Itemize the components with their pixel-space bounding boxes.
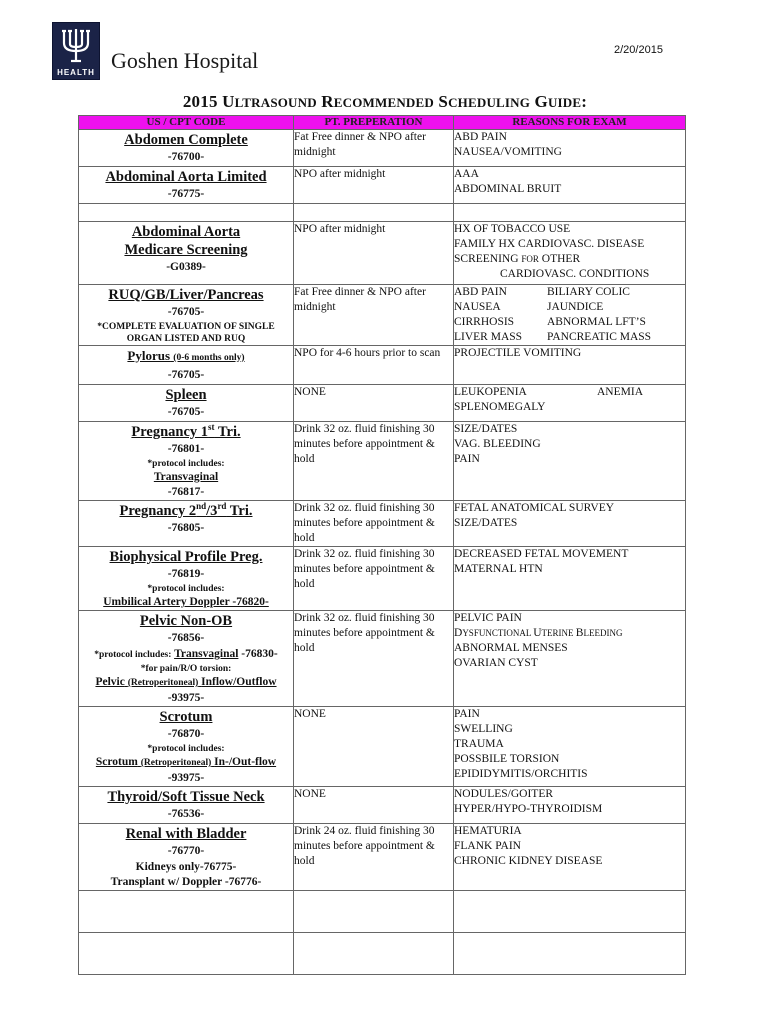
reason-item: SWELLING	[454, 723, 513, 735]
cpt-code: -76536-	[167, 808, 205, 820]
cpt-code: -76705-	[167, 369, 205, 381]
reason-item: FLANK PAIN	[454, 840, 521, 852]
reason-item: OVARIAN CYST	[454, 657, 538, 669]
reasons-cell	[454, 422, 686, 501]
reason-item: HX OF TOBACCO USE	[454, 223, 571, 235]
reason-item: SIZE/DATES	[454, 423, 518, 435]
reason-item: HEMATURIA	[454, 825, 522, 837]
reasons-cell	[454, 611, 686, 707]
prep-cell: NPO for 4-6 hours prior to scan	[294, 346, 454, 385]
table-row	[79, 385, 686, 422]
exam-name: Spleen	[165, 387, 207, 403]
reason-pair: NAUSEA JAUNDICE	[454, 301, 604, 313]
sub-exam: Scrotum (Retroperitoneal) In-/Out-flow	[95, 756, 277, 768]
empty-row	[79, 204, 686, 222]
reason-item: AAA	[454, 168, 479, 180]
empty-row	[79, 933, 686, 975]
code-cell	[79, 501, 294, 547]
cpt-code: -76801-	[167, 443, 205, 455]
exam-name: Abdominal Aorta Limited	[105, 169, 267, 185]
reason-item: VAG. BLEEDING	[454, 438, 541, 450]
cpt-code: -76705-	[167, 306, 205, 318]
exam-name: Pelvic Non-OB	[139, 613, 233, 629]
reason-item: SPLENOMEGALY	[454, 401, 546, 413]
prep-cell: Drink 32 oz. fluid finishing 30 minutes before appointment & hold	[294, 547, 454, 611]
reason-item: PAIN	[454, 708, 480, 720]
prep-cell: NPO after midnight	[294, 167, 454, 204]
cpt-code: -76870-	[167, 728, 205, 740]
reasons-cell	[454, 501, 686, 547]
hospital-name: Goshen Hospital	[111, 48, 259, 73]
sub-exam: Pelvic (Retroperitoneal) Inflow/Outflow	[95, 676, 277, 688]
exam-name: Abdominal Aorta	[131, 224, 241, 240]
code-cell	[79, 167, 294, 204]
reason-item: EPIDIDYMITIS/ORCHITIS	[454, 768, 588, 780]
prep-cell: Fat Free dinner & NPO after midnight	[294, 130, 454, 167]
reason-pair: CIRRHOSIS ABNORMAL LFT’S	[454, 316, 646, 328]
table-row	[79, 611, 686, 707]
sub-cpt-code: -93975-	[167, 692, 205, 704]
prep-cell: Drink 32 oz. fluid finishing 30 minutes before appointment & hold	[294, 611, 454, 707]
code-cell	[79, 824, 294, 891]
reason-item: CHRONIC KIDNEY DISEASE	[454, 855, 603, 867]
reason-item: PROJECTILE VOMITING	[454, 347, 582, 359]
prep-cell: NONE	[294, 707, 454, 787]
reason-item: MATERNAL HTN	[454, 563, 543, 575]
reason-pair: LEUKOPENIA ANEMIA	[454, 386, 643, 398]
table-row	[79, 707, 686, 787]
protocol-note: *protocol includes:	[147, 459, 225, 469]
exam-name: Pregnancy 2nd/3rd Tri.	[119, 501, 253, 519]
reason-item: CARDIOVASC. CONDITIONS	[500, 268, 650, 280]
reasons-cell	[454, 707, 686, 787]
reasons-cell	[454, 130, 686, 167]
reason-item: DECREASED FETAL MOVEMENT	[454, 548, 629, 560]
table-header-row	[79, 116, 686, 130]
code-cell	[79, 707, 294, 787]
cpt-code: -76805-	[167, 522, 205, 534]
code-cell	[79, 130, 294, 167]
protocol-line: *protocol includes: Transvaginal -76830-	[94, 648, 278, 660]
cpt-code: -76775-	[167, 188, 205, 200]
trident-icon	[61, 27, 91, 65]
reason-item: PELVIC PAIN	[454, 612, 522, 624]
exam-name: Biophysical Profile Preg.	[109, 549, 263, 565]
column-header-code: US / CPT CODE	[79, 116, 294, 130]
reason-item: SIZE/DATES	[454, 517, 518, 529]
sub-exam: Transvaginal	[153, 471, 219, 483]
code-cell	[79, 346, 294, 385]
cpt-code: -76856-	[167, 632, 205, 644]
reason-pair: ABD PAIN BILIARY COLIC	[454, 286, 630, 298]
document-date: 2/20/2015	[614, 44, 663, 56]
reasons-cell	[454, 385, 686, 422]
prep-cell: Drink 32 oz. fluid finishing 30 minutes before appointment & hold	[294, 422, 454, 501]
reasons-cell	[454, 824, 686, 891]
reason-item: NAUSEA/VOMITING	[454, 146, 562, 158]
code-cell	[79, 222, 294, 285]
sub-exam: Kidneys only-76775-	[135, 861, 237, 873]
protocol-note: *protocol includes:	[147, 584, 225, 594]
reason-item: HYPER/HYPO-THYROIDISM	[454, 803, 603, 815]
scheduling-table	[78, 115, 686, 975]
column-header-reasons: REASONS FOR EXAM	[454, 116, 686, 130]
exam-name: Renal with Bladder	[125, 826, 247, 842]
reason-item: ABDOMINAL BRUIT	[454, 183, 562, 195]
cpt-code: -76770-	[167, 845, 205, 857]
prep-cell: NONE	[294, 385, 454, 422]
reasons-cell	[454, 167, 686, 204]
sub-exam: Transplant w/ Doppler -76776-	[110, 876, 262, 888]
empty-row	[79, 891, 686, 933]
prep-cell: NPO after midnight	[294, 222, 454, 285]
reasons-cell	[454, 222, 686, 285]
code-cell	[79, 547, 294, 611]
reason-pair: LIVER MASS PANCREATIC MASS	[454, 331, 652, 343]
iu-health-logo	[52, 22, 100, 80]
protocol-note: *for pain/R/O torsion:	[140, 664, 232, 674]
reason-item: NODULES/GOITER	[454, 788, 554, 800]
table-row	[79, 547, 686, 611]
column-header-prep: PT. PREPERATION	[294, 116, 454, 130]
cpt-code: -76700-	[167, 151, 205, 163]
reason-item: SCREENING FOR OTHER	[454, 253, 581, 265]
prep-cell: Fat Free dinner & NPO after midnight	[294, 285, 454, 346]
table-row	[79, 824, 686, 891]
reason-item: POSSBILE TORSION	[454, 753, 560, 765]
code-cell	[79, 422, 294, 501]
table-row	[79, 222, 686, 285]
exam-name: RUQ/GB/Liver/Pancreas	[108, 287, 264, 303]
protocol-note: *COMPLETE EVALUATION OF SINGLE	[97, 322, 275, 332]
reason-item: TRAUMA	[454, 738, 504, 750]
table-row	[79, 422, 686, 501]
reason-item: FETAL ANATOMICAL SURVEY	[454, 502, 615, 514]
exam-name: Abdomen Complete	[124, 132, 248, 148]
protocol-note: ORGAN LISTED AND RUQ	[126, 334, 246, 344]
cpt-code: -76819-	[167, 568, 205, 580]
reason-item: FAMILY HX CARDIOVASC. DISEASE	[454, 238, 645, 250]
table-row	[79, 787, 686, 824]
sub-cpt-code: -93975-	[167, 772, 205, 784]
prep-cell: NONE	[294, 787, 454, 824]
table-row	[79, 285, 686, 346]
table-row	[79, 167, 686, 204]
reason-item: ABD PAIN	[454, 131, 507, 143]
code-cell	[79, 787, 294, 824]
sub-cpt-code: -76817-	[167, 486, 205, 498]
exam-name: Thyroid/Soft Tissue Neck	[107, 789, 265, 805]
table-row	[79, 346, 686, 385]
table-row	[79, 501, 686, 547]
reasons-cell	[454, 346, 686, 385]
code-cell	[79, 611, 294, 707]
document-title: 2015 ULTRASOUND RECOMMENDED SCHEDULING GUIDE:	[182, 92, 588, 111]
exam-name: Pylorus (0-6 months only)	[127, 348, 245, 363]
cpt-code: -G0389-	[166, 261, 206, 273]
reason-item: ABNORMAL MENSES	[454, 642, 568, 654]
cpt-code: -76705-	[167, 406, 205, 418]
reasons-cell	[454, 285, 686, 346]
reasons-cell	[454, 547, 686, 611]
prep-cell: Drink 32 oz. fluid finishing 30 minutes before appointment & hold	[294, 501, 454, 547]
sub-exam: Umbilical Artery Doppler -76820-	[103, 596, 269, 608]
reasons-cell	[454, 787, 686, 824]
reason-item: PAIN	[454, 453, 480, 465]
protocol-note: *protocol includes:	[147, 744, 225, 754]
prep-cell: Drink 24 oz. fluid finishing 30 minutes before appointment & hold	[294, 824, 454, 891]
reason-item: DYSFUNCTIONAL UTERINE BLEEDING	[454, 627, 623, 639]
exam-name: Pregnancy 1st Tri.	[131, 422, 241, 440]
code-cell	[79, 385, 294, 422]
table-row	[79, 130, 686, 167]
logo-health-text: HEALTH	[57, 68, 95, 77]
exam-name: Scrotum	[159, 709, 213, 725]
exam-name: Medicare Screening	[124, 242, 248, 258]
code-cell	[79, 285, 294, 346]
